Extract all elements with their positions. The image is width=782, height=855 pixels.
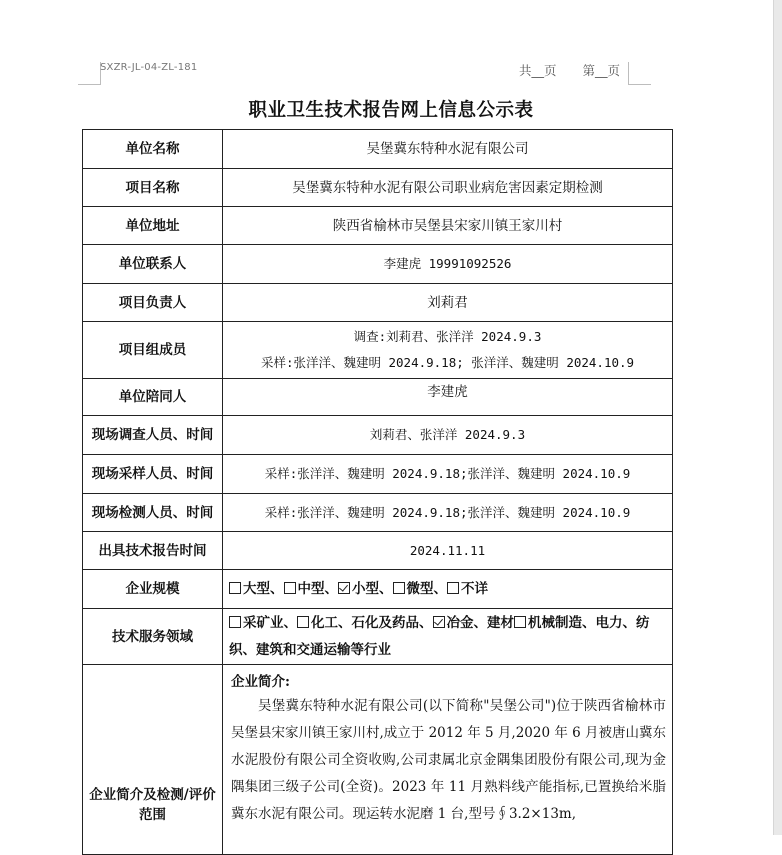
label-testing: 现场检测人员、时间: [83, 494, 223, 532]
scale-option-small: 小型、: [338, 581, 393, 597]
label-members: 项目组成员: [83, 322, 223, 379]
value-project-name: 吴堡冀东特种水泥有限公司职业病危害因素定期检测: [223, 169, 673, 207]
label-scale: 企业规模: [83, 570, 223, 609]
row-members: [83, 322, 673, 379]
row-project-name: [83, 169, 673, 207]
label-contact: 单位联系人: [83, 245, 223, 284]
area-option-chemical: 化工、石化及药品、: [297, 615, 433, 631]
info-table: [82, 129, 673, 855]
scale-option-large: 大型、: [229, 581, 284, 597]
value-intro: [223, 665, 673, 855]
value-survey: 刘莉君、张洋洋 2024.9.3: [223, 416, 673, 455]
scale-option-unknown: 不详: [447, 581, 488, 597]
label-project-name: 项目名称: [83, 169, 223, 207]
row-unit-address: [83, 207, 673, 245]
row-intro: [83, 665, 673, 855]
label-unit-address: 单位地址: [83, 207, 223, 245]
checkbox-icon: [447, 582, 459, 594]
area-option-mining: 采矿业、: [229, 615, 297, 631]
page-title: 职业卫生技术报告网上信息公示表: [248, 100, 534, 121]
label-service-area: 技术服务领域: [83, 609, 223, 665]
value-scale: [223, 570, 673, 609]
checkbox-icon: [514, 616, 526, 628]
scale-option-medium: 中型、: [284, 581, 339, 597]
value-sampling: 采样:张洋洋、魏建明 2024.9.18;张洋洋、魏建明 2024.10.9: [223, 455, 673, 494]
row-contact: [83, 245, 673, 284]
value-contact: 李建虎 19991092526: [223, 245, 673, 284]
checkbox-icon: [229, 616, 241, 628]
area-option-machinery: 机械制造、电力、纺织、建筑和交通运输等行业: [229, 614, 650, 658]
crop-mark-top-left: [78, 62, 101, 85]
label-sampling: 现场采样人员、时间: [83, 455, 223, 494]
document-code: SXZR-JL-04-ZL-181: [100, 62, 198, 73]
value-members: [223, 322, 673, 379]
row-testing: [83, 494, 673, 532]
intro-body: 吴堡冀东特种水泥有限公司(以下简称"吴堡公司")位于陕西省榆林市吴堡县宋家川镇王家川村,成立于 2012 年 5 月,2020 年 6 月被唐山冀东水泥股份有限公司全资收购,公司隶属北京金隅集团股份有限公司,现为金隅集团三级子公司(全资)。2023 年 11 月熟料线产能指标,已置换给米脂冀东水泥有限公司。现运转水泥磨 1 台,型号∮3.2×13m,: [231, 698, 667, 822]
checkbox-checked-icon: [433, 616, 445, 628]
row-scale: [83, 570, 673, 609]
checkbox-checked-icon: [338, 582, 350, 594]
label-intro: 企业简介及检测/评价范围: [83, 665, 223, 855]
current-page: 第__页: [582, 63, 621, 78]
value-testing: 采样:张洋洋、魏建明 2024.9.18;张洋洋、魏建明 2024.10.9: [223, 494, 673, 532]
row-unit-name: [83, 130, 673, 169]
label-report-date: 出具技术报告时间: [83, 532, 223, 570]
row-report-date: [83, 532, 673, 570]
label-project-leader: 项目负责人: [83, 284, 223, 322]
intro-heading: 企业简介:: [231, 674, 290, 690]
scale-option-micro: 微型、: [393, 581, 448, 597]
value-unit-address: 陕西省榆林市吴堡县宋家川镇王家川村: [223, 207, 673, 245]
label-accompany: 单位陪同人: [83, 379, 223, 416]
value-accompany: 李建虎: [223, 379, 673, 416]
checkbox-icon: [297, 616, 309, 628]
value-service-area: [223, 609, 673, 665]
checkbox-icon: [393, 582, 405, 594]
row-accompany: [83, 379, 673, 416]
value-report-date: 2024.11.11: [223, 532, 673, 570]
value-unit-name: 吴堡冀东特种水泥有限公司: [223, 130, 673, 169]
label-unit-name: 单位名称: [83, 130, 223, 169]
members-line-sampling: 采样:张洋洋、魏建明 2024.9.18; 张洋洋、魏建明 2024.10.9: [260, 355, 635, 370]
checkbox-icon: [229, 582, 241, 594]
checkbox-icon: [284, 582, 296, 594]
page-edge: [773, 0, 782, 835]
row-project-leader: [83, 284, 673, 322]
value-project-leader: 刘莉君: [223, 284, 673, 322]
row-sampling: [83, 455, 673, 494]
area-option-metallurgy: 冶金、建材: [433, 615, 515, 631]
members-line-survey: 调查:刘莉君、张洋洋 2024.9.3: [353, 329, 542, 344]
total-pages: 共__页: [519, 63, 557, 78]
page-count: [519, 61, 646, 79]
row-survey: [83, 416, 673, 455]
row-service-area: [83, 609, 673, 665]
label-survey: 现场调查人员、时间: [83, 416, 223, 455]
